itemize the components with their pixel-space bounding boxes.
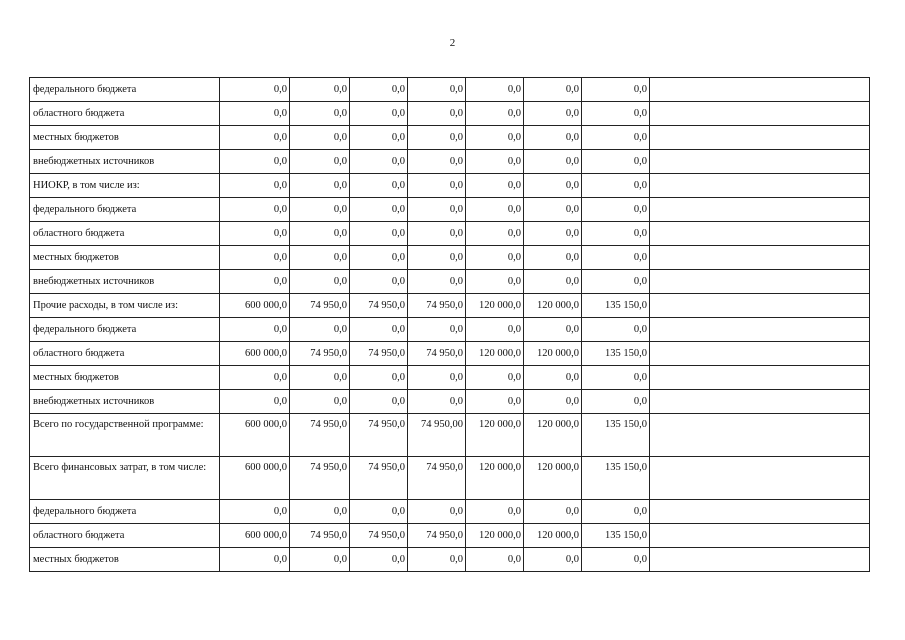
value-cell: 0,0 <box>220 222 290 246</box>
note-cell <box>650 270 870 294</box>
note-cell <box>650 174 870 198</box>
value-cell: 0,0 <box>350 198 408 222</box>
table-row <box>30 294 870 318</box>
value-cell: 0,0 <box>290 150 350 174</box>
value-cell: 0,0 <box>466 366 524 390</box>
value-cell: 0,0 <box>582 500 650 524</box>
row-label: федерального бюджета <box>30 198 220 222</box>
value-cell: 0,0 <box>582 390 650 414</box>
value-cell: 0,0 <box>524 390 582 414</box>
note-cell <box>650 548 870 572</box>
value-cell: 600 000,0 <box>220 414 290 457</box>
value-cell: 600 000,0 <box>220 294 290 318</box>
note-cell <box>650 500 870 524</box>
value-cell: 0,0 <box>350 78 408 102</box>
table-row <box>30 198 870 222</box>
value-cell: 600 000,0 <box>220 457 290 500</box>
row-label: областного бюджета <box>30 222 220 246</box>
table-row <box>30 318 870 342</box>
value-cell: 0,0 <box>524 126 582 150</box>
row-label: НИОКР, в том числе из: <box>30 174 220 198</box>
table-row <box>30 457 870 500</box>
value-cell: 0,0 <box>350 366 408 390</box>
value-cell: 0,0 <box>290 318 350 342</box>
note-cell <box>650 414 870 457</box>
table-row <box>30 548 870 572</box>
table-row <box>30 174 870 198</box>
value-cell: 0,0 <box>524 102 582 126</box>
value-cell: 0,0 <box>466 390 524 414</box>
value-cell: 135 150,0 <box>582 414 650 457</box>
value-cell: 135 150,0 <box>582 457 650 500</box>
value-cell: 0,0 <box>408 126 466 150</box>
value-cell: 0,0 <box>290 548 350 572</box>
note-cell <box>650 78 870 102</box>
note-cell <box>650 366 870 390</box>
table-row <box>30 500 870 524</box>
value-cell: 0,0 <box>582 318 650 342</box>
table-row <box>30 414 870 457</box>
value-cell: 120 000,0 <box>466 457 524 500</box>
value-cell: 0,0 <box>582 548 650 572</box>
value-cell: 0,0 <box>524 174 582 198</box>
value-cell: 0,0 <box>220 102 290 126</box>
value-cell: 0,0 <box>582 270 650 294</box>
value-cell: 120 000,0 <box>466 524 524 548</box>
value-cell: 74 950,0 <box>408 457 466 500</box>
table-row <box>30 222 870 246</box>
table-row <box>30 270 870 294</box>
value-cell: 0,0 <box>524 270 582 294</box>
value-cell: 135 150,0 <box>582 524 650 548</box>
row-label: местных бюджетов <box>30 548 220 572</box>
value-cell: 0,0 <box>220 174 290 198</box>
value-cell: 74 950,0 <box>408 524 466 548</box>
note-cell <box>650 126 870 150</box>
value-cell: 0,0 <box>524 78 582 102</box>
value-cell: 0,0 <box>350 150 408 174</box>
value-cell: 0,0 <box>582 102 650 126</box>
note-cell <box>650 246 870 270</box>
row-label: областного бюджета <box>30 102 220 126</box>
value-cell: 0,0 <box>350 548 408 572</box>
value-cell: 0,0 <box>220 198 290 222</box>
value-cell: 120 000,0 <box>524 342 582 366</box>
value-cell: 0,0 <box>524 318 582 342</box>
row-label: Всего финансовых затрат, в том числе: <box>30 457 220 500</box>
note-cell <box>650 390 870 414</box>
value-cell: 0,0 <box>408 198 466 222</box>
row-label: внебюджетных источников <box>30 390 220 414</box>
value-cell: 74 950,0 <box>350 294 408 318</box>
value-cell: 0,0 <box>466 318 524 342</box>
value-cell: 0,0 <box>350 222 408 246</box>
value-cell: 120 000,0 <box>524 294 582 318</box>
value-cell: 0,0 <box>466 198 524 222</box>
row-label: местных бюджетов <box>30 366 220 390</box>
row-label: областного бюджета <box>30 342 220 366</box>
value-cell: 0,0 <box>290 366 350 390</box>
value-cell: 0,0 <box>466 500 524 524</box>
value-cell: 120 000,0 <box>466 414 524 457</box>
value-cell: 0,0 <box>290 246 350 270</box>
value-cell: 0,0 <box>466 222 524 246</box>
value-cell: 0,0 <box>582 198 650 222</box>
value-cell: 600 000,0 <box>220 342 290 366</box>
table-row <box>30 366 870 390</box>
value-cell: 120 000,0 <box>524 524 582 548</box>
value-cell: 0,0 <box>290 270 350 294</box>
value-cell: 0,0 <box>582 222 650 246</box>
table-row <box>30 150 870 174</box>
value-cell: 0,0 <box>408 318 466 342</box>
value-cell: 0,0 <box>466 174 524 198</box>
value-cell: 0,0 <box>350 126 408 150</box>
value-cell: 74 950,00 <box>408 414 466 457</box>
value-cell: 0,0 <box>524 500 582 524</box>
note-cell <box>650 318 870 342</box>
value-cell: 0,0 <box>524 366 582 390</box>
value-cell: 0,0 <box>408 174 466 198</box>
row-label: федерального бюджета <box>30 318 220 342</box>
table-row <box>30 126 870 150</box>
value-cell: 120 000,0 <box>466 342 524 366</box>
value-cell: 0,0 <box>350 390 408 414</box>
row-label: областного бюджета <box>30 524 220 548</box>
value-cell: 74 950,0 <box>290 342 350 366</box>
value-cell: 0,0 <box>582 150 650 174</box>
value-cell: 0,0 <box>524 246 582 270</box>
page-number: 2 <box>449 37 456 49</box>
table-row <box>30 390 870 414</box>
value-cell: 0,0 <box>350 500 408 524</box>
value-cell: 0,0 <box>524 198 582 222</box>
value-cell: 0,0 <box>582 174 650 198</box>
row-label: Всего по государственной программе: <box>30 414 220 457</box>
value-cell: 0,0 <box>290 222 350 246</box>
value-cell: 0,0 <box>220 366 290 390</box>
value-cell: 0,0 <box>350 102 408 126</box>
value-cell: 74 950,0 <box>408 342 466 366</box>
row-label: федерального бюджета <box>30 78 220 102</box>
row-label: местных бюджетов <box>30 126 220 150</box>
row-label: внебюджетных источников <box>30 270 220 294</box>
value-cell: 0,0 <box>290 126 350 150</box>
row-label: внебюджетных источников <box>30 150 220 174</box>
budget-table <box>29 77 870 572</box>
value-cell: 0,0 <box>220 270 290 294</box>
table-row <box>30 78 870 102</box>
row-label: местных бюджетов <box>30 246 220 270</box>
note-cell <box>650 198 870 222</box>
note-cell <box>650 102 870 126</box>
value-cell: 0,0 <box>524 150 582 174</box>
value-cell: 74 950,0 <box>350 457 408 500</box>
value-cell: 0,0 <box>350 270 408 294</box>
value-cell: 0,0 <box>466 270 524 294</box>
note-cell <box>650 222 870 246</box>
value-cell: 135 150,0 <box>582 342 650 366</box>
value-cell: 0,0 <box>290 500 350 524</box>
value-cell: 0,0 <box>220 246 290 270</box>
value-cell: 0,0 <box>408 390 466 414</box>
table-row <box>30 102 870 126</box>
table-row <box>30 524 870 548</box>
value-cell: 120 000,0 <box>524 414 582 457</box>
note-cell <box>650 342 870 366</box>
value-cell: 0,0 <box>408 222 466 246</box>
value-cell: 0,0 <box>466 102 524 126</box>
value-cell: 0,0 <box>408 500 466 524</box>
value-cell: 0,0 <box>290 102 350 126</box>
value-cell: 0,0 <box>466 78 524 102</box>
value-cell: 0,0 <box>524 222 582 246</box>
value-cell: 74 950,0 <box>408 294 466 318</box>
value-cell: 74 950,0 <box>290 457 350 500</box>
value-cell: 0,0 <box>290 198 350 222</box>
value-cell: 0,0 <box>582 78 650 102</box>
table-row <box>30 246 870 270</box>
value-cell: 0,0 <box>220 318 290 342</box>
note-cell <box>650 524 870 548</box>
value-cell: 0,0 <box>408 102 466 126</box>
value-cell: 120 000,0 <box>524 457 582 500</box>
value-cell: 0,0 <box>408 366 466 390</box>
value-cell: 0,0 <box>582 126 650 150</box>
value-cell: 0,0 <box>350 318 408 342</box>
note-cell <box>650 457 870 500</box>
value-cell: 0,0 <box>290 390 350 414</box>
value-cell: 120 000,0 <box>466 294 524 318</box>
value-cell: 600 000,0 <box>220 524 290 548</box>
value-cell: 0,0 <box>408 548 466 572</box>
value-cell: 0,0 <box>408 246 466 270</box>
value-cell: 74 950,0 <box>290 524 350 548</box>
value-cell: 0,0 <box>220 150 290 174</box>
table-body <box>30 78 870 572</box>
note-cell <box>650 294 870 318</box>
value-cell: 0,0 <box>408 78 466 102</box>
value-cell: 0,0 <box>220 500 290 524</box>
row-label: федерального бюджета <box>30 500 220 524</box>
value-cell: 0,0 <box>220 126 290 150</box>
value-cell: 74 950,0 <box>290 414 350 457</box>
value-cell: 0,0 <box>220 78 290 102</box>
table-row <box>30 342 870 366</box>
value-cell: 74 950,0 <box>350 414 408 457</box>
value-cell: 0,0 <box>466 548 524 572</box>
value-cell: 0,0 <box>582 366 650 390</box>
value-cell: 0,0 <box>220 548 290 572</box>
row-label: Прочие расходы, в том числе из: <box>30 294 220 318</box>
value-cell: 0,0 <box>466 246 524 270</box>
value-cell: 74 950,0 <box>350 524 408 548</box>
value-cell: 0,0 <box>524 548 582 572</box>
value-cell: 0,0 <box>582 246 650 270</box>
value-cell: 0,0 <box>466 150 524 174</box>
value-cell: 0,0 <box>350 246 408 270</box>
value-cell: 0,0 <box>290 174 350 198</box>
value-cell: 135 150,0 <box>582 294 650 318</box>
value-cell: 0,0 <box>290 78 350 102</box>
value-cell: 0,0 <box>350 174 408 198</box>
value-cell: 74 950,0 <box>290 294 350 318</box>
note-cell <box>650 150 870 174</box>
value-cell: 0,0 <box>408 150 466 174</box>
value-cell: 0,0 <box>408 270 466 294</box>
value-cell: 0,0 <box>220 390 290 414</box>
value-cell: 0,0 <box>466 126 524 150</box>
value-cell: 74 950,0 <box>350 342 408 366</box>
